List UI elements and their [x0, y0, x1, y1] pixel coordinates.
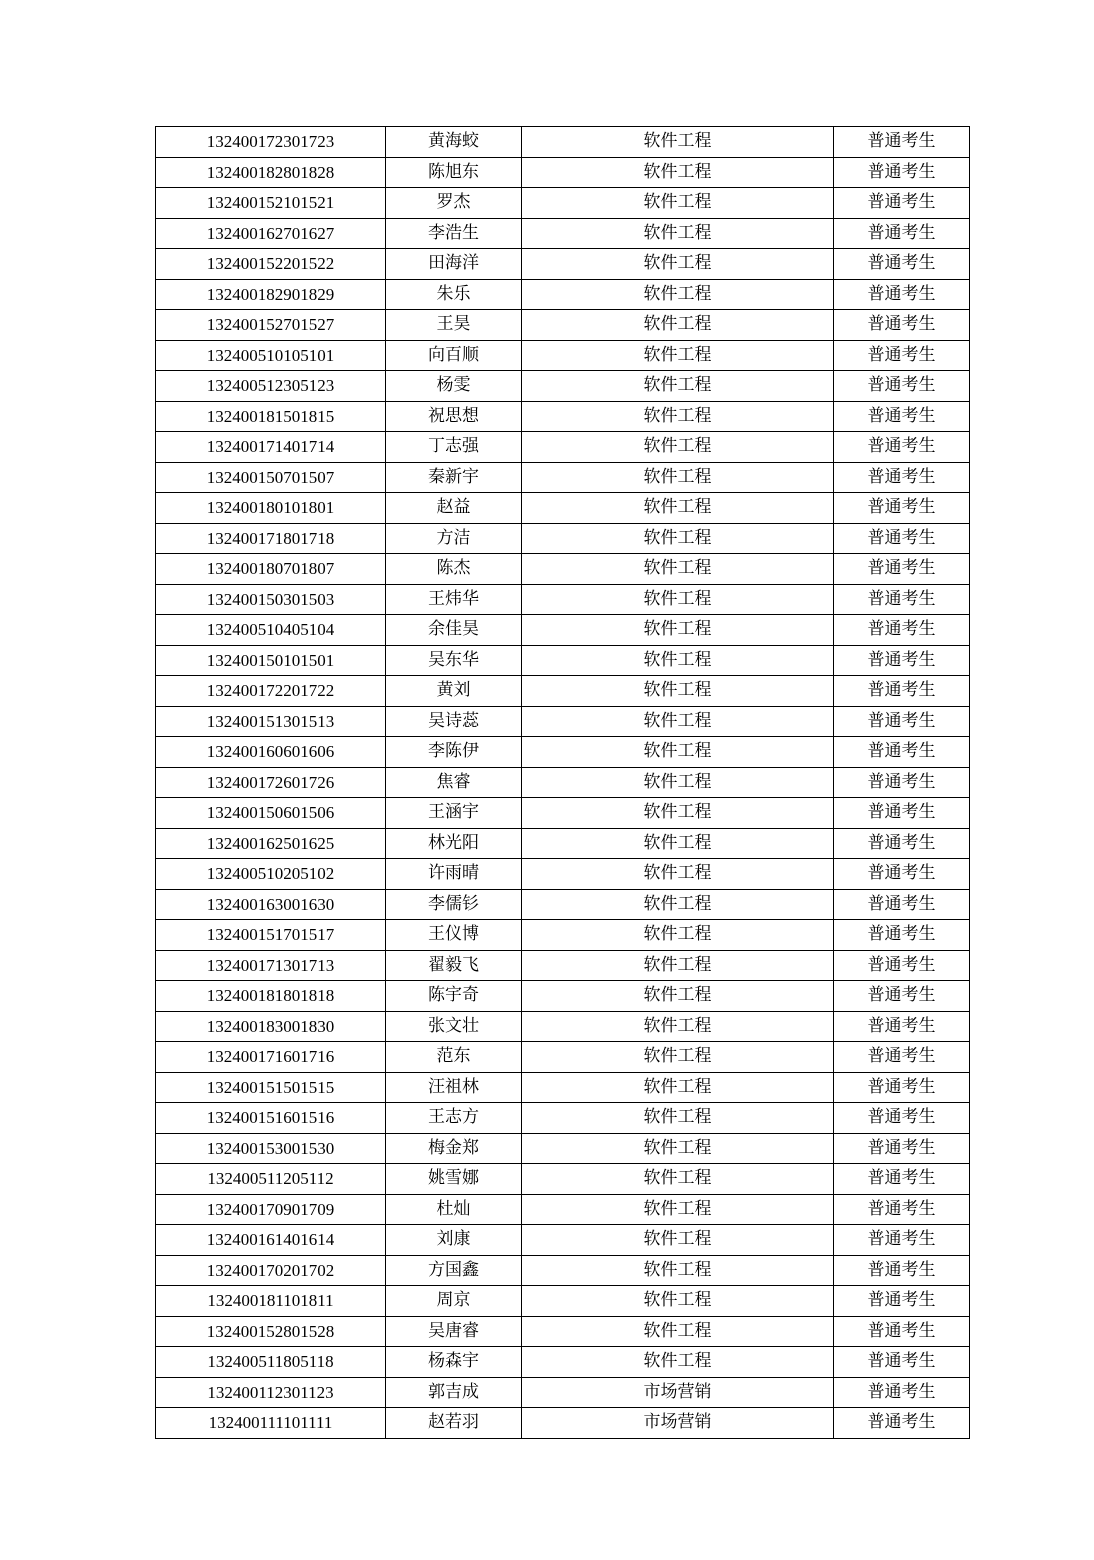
major-cell: 软件工程: [522, 401, 834, 432]
table-row: [156, 127, 970, 158]
table-row: [156, 401, 970, 432]
candidate-id-cell: 132400512305123: [156, 371, 386, 402]
candidate-type-cell: 普通考生: [834, 1133, 970, 1164]
table-row: [156, 1103, 970, 1134]
candidate-name-cell: 王仪博: [386, 920, 522, 951]
candidate-type-cell: 普通考生: [834, 706, 970, 737]
major-cell: 市场营销: [522, 1377, 834, 1408]
table-row: [156, 981, 970, 1012]
candidate-name-cell: 余佳昊: [386, 615, 522, 646]
major-cell: 软件工程: [522, 889, 834, 920]
table-row: [156, 218, 970, 249]
table-row: [156, 859, 970, 890]
major-cell: 软件工程: [522, 493, 834, 524]
candidate-name-cell: 李陈伊: [386, 737, 522, 768]
candidate-name-cell: 翟毅飞: [386, 950, 522, 981]
table-row: [156, 157, 970, 188]
candidate-name-cell: 赵益: [386, 493, 522, 524]
major-cell: 软件工程: [522, 920, 834, 951]
candidate-table-body: [156, 127, 970, 1439]
table-row: [156, 523, 970, 554]
table-row: [156, 1316, 970, 1347]
candidate-type-cell: 普通考生: [834, 279, 970, 310]
table-row: [156, 310, 970, 341]
major-cell: 软件工程: [522, 1103, 834, 1134]
major-cell: 软件工程: [522, 188, 834, 219]
candidate-name-cell: 方国鑫: [386, 1255, 522, 1286]
table-row: [156, 1042, 970, 1073]
candidate-name-cell: 罗杰: [386, 188, 522, 219]
major-cell: 软件工程: [522, 127, 834, 158]
table-row: [156, 279, 970, 310]
candidate-type-cell: 普通考生: [834, 1255, 970, 1286]
table-row: [156, 676, 970, 707]
candidate-name-cell: 向百顺: [386, 340, 522, 371]
candidate-type-cell: 普通考生: [834, 1072, 970, 1103]
table-row: [156, 737, 970, 768]
candidate-name-cell: 黄海蛟: [386, 127, 522, 158]
table-row: [156, 615, 970, 646]
candidate-id-cell: 132400152101521: [156, 188, 386, 219]
candidate-id-cell: 132400150101501: [156, 645, 386, 676]
candidate-id-cell: 132400511805118: [156, 1347, 386, 1378]
major-cell: 软件工程: [522, 767, 834, 798]
table-row: [156, 889, 970, 920]
candidate-type-cell: 普通考生: [834, 920, 970, 951]
candidate-id-cell: 132400172601726: [156, 767, 386, 798]
candidate-type-cell: 普通考生: [834, 1164, 970, 1195]
major-cell: 软件工程: [522, 981, 834, 1012]
candidate-type-cell: 普通考生: [834, 371, 970, 402]
candidate-name-cell: 许雨晴: [386, 859, 522, 890]
candidate-id-cell: 132400181801818: [156, 981, 386, 1012]
major-cell: 软件工程: [522, 676, 834, 707]
candidate-type-cell: 普通考生: [834, 1377, 970, 1408]
table-row: [156, 462, 970, 493]
major-cell: 软件工程: [522, 371, 834, 402]
candidate-id-cell: 132400180701807: [156, 554, 386, 585]
candidate-type-cell: 普通考生: [834, 1042, 970, 1073]
candidate-id-cell: 132400171801718: [156, 523, 386, 554]
candidate-name-cell: 刘康: [386, 1225, 522, 1256]
major-cell: 软件工程: [522, 645, 834, 676]
candidate-type-cell: 普通考生: [834, 310, 970, 341]
table-row: [156, 1377, 970, 1408]
table-row: [156, 706, 970, 737]
table-row: [156, 828, 970, 859]
table-row: [156, 1194, 970, 1225]
major-cell: 软件工程: [522, 798, 834, 829]
candidate-id-cell: 132400182901829: [156, 279, 386, 310]
candidate-type-cell: 普通考生: [834, 981, 970, 1012]
candidate-name-cell: 王涵宇: [386, 798, 522, 829]
candidate-id-cell: 132400172201722: [156, 676, 386, 707]
candidate-type-cell: 普通考生: [834, 523, 970, 554]
table-row: [156, 493, 970, 524]
candidate-id-cell: 132400161401614: [156, 1225, 386, 1256]
candidate-name-cell: 姚雪娜: [386, 1164, 522, 1195]
candidate-type-cell: 普通考生: [834, 1286, 970, 1317]
candidate-id-cell: 132400150301503: [156, 584, 386, 615]
candidate-name-cell: 焦睿: [386, 767, 522, 798]
candidate-name-cell: 陈杰: [386, 554, 522, 585]
candidate-name-cell: 杨雯: [386, 371, 522, 402]
candidate-type-cell: 普通考生: [834, 828, 970, 859]
candidate-type-cell: 普通考生: [834, 462, 970, 493]
candidate-id-cell: 132400170901709: [156, 1194, 386, 1225]
major-cell: 软件工程: [522, 1255, 834, 1286]
candidate-type-cell: 普通考生: [834, 1011, 970, 1042]
major-cell: 软件工程: [522, 706, 834, 737]
major-cell: 软件工程: [522, 340, 834, 371]
major-cell: 软件工程: [522, 523, 834, 554]
table-row: [156, 371, 970, 402]
candidate-id-cell: 132400151701517: [156, 920, 386, 951]
candidate-name-cell: 田海洋: [386, 249, 522, 280]
candidate-name-cell: 朱乐: [386, 279, 522, 310]
table-row: [156, 920, 970, 951]
candidate-id-cell: 132400152801528: [156, 1316, 386, 1347]
major-cell: 市场营销: [522, 1408, 834, 1439]
major-cell: 软件工程: [522, 157, 834, 188]
candidate-name-cell: 李儒钐: [386, 889, 522, 920]
candidate-type-cell: 普通考生: [834, 1194, 970, 1225]
candidate-name-cell: 郭吉成: [386, 1377, 522, 1408]
table-row: [156, 1225, 970, 1256]
candidate-type-cell: 普通考生: [834, 950, 970, 981]
table-row: [156, 767, 970, 798]
table-row: [156, 1408, 970, 1439]
candidate-type-cell: 普通考生: [834, 1316, 970, 1347]
candidate-type-cell: 普通考生: [834, 157, 970, 188]
major-cell: 软件工程: [522, 1286, 834, 1317]
table-row: [156, 340, 970, 371]
major-cell: 软件工程: [522, 279, 834, 310]
table-row: [156, 584, 970, 615]
candidate-type-cell: 普通考生: [834, 127, 970, 158]
candidate-id-cell: 132400510205102: [156, 859, 386, 890]
candidate-type-cell: 普通考生: [834, 432, 970, 463]
table-row: [156, 1347, 970, 1378]
candidate-id-cell: 132400151501515: [156, 1072, 386, 1103]
candidate-type-cell: 普通考生: [834, 615, 970, 646]
candidate-name-cell: 吴东华: [386, 645, 522, 676]
candidate-id-cell: 132400152201522: [156, 249, 386, 280]
candidate-type-cell: 普通考生: [834, 188, 970, 219]
candidate-id-cell: 132400111101111: [156, 1408, 386, 1439]
table-row: [156, 249, 970, 280]
major-cell: 软件工程: [522, 249, 834, 280]
candidate-type-cell: 普通考生: [834, 554, 970, 585]
candidate-name-cell: 赵若羽: [386, 1408, 522, 1439]
major-cell: 软件工程: [522, 584, 834, 615]
major-cell: 软件工程: [522, 1133, 834, 1164]
candidate-name-cell: 丁志强: [386, 432, 522, 463]
major-cell: 软件工程: [522, 828, 834, 859]
major-cell: 软件工程: [522, 310, 834, 341]
candidate-id-cell: 132400150701507: [156, 462, 386, 493]
candidate-type-cell: 普通考生: [834, 401, 970, 432]
table-row: [156, 1286, 970, 1317]
candidate-name-cell: 梅金郑: [386, 1133, 522, 1164]
candidate-type-cell: 普通考生: [834, 1347, 970, 1378]
candidate-type-cell: 普通考生: [834, 889, 970, 920]
table-row: [156, 188, 970, 219]
candidate-type-cell: 普通考生: [834, 798, 970, 829]
candidate-name-cell: 汪祖林: [386, 1072, 522, 1103]
candidate-id-cell: 132400171301713: [156, 950, 386, 981]
table-row: [156, 798, 970, 829]
major-cell: 软件工程: [522, 1316, 834, 1347]
major-cell: 软件工程: [522, 615, 834, 646]
candidate-id-cell: 132400171401714: [156, 432, 386, 463]
candidate-id-cell: 132400171601716: [156, 1042, 386, 1073]
candidate-id-cell: 132400112301123: [156, 1377, 386, 1408]
major-cell: 软件工程: [522, 554, 834, 585]
candidate-type-cell: 普通考生: [834, 1103, 970, 1134]
major-cell: 软件工程: [522, 737, 834, 768]
candidate-id-cell: 132400162501625: [156, 828, 386, 859]
candidate-name-cell: 李浩生: [386, 218, 522, 249]
candidate-name-cell: 祝思想: [386, 401, 522, 432]
candidate-name-cell: 范东: [386, 1042, 522, 1073]
candidate-type-cell: 普通考生: [834, 676, 970, 707]
candidate-name-cell: 陈旭东: [386, 157, 522, 188]
candidate-id-cell: 132400181501815: [156, 401, 386, 432]
candidate-name-cell: 吴诗蕊: [386, 706, 522, 737]
candidate-name-cell: 陈宇奇: [386, 981, 522, 1012]
table-row: [156, 1164, 970, 1195]
major-cell: 软件工程: [522, 462, 834, 493]
candidate-name-cell: 张文壮: [386, 1011, 522, 1042]
major-cell: 软件工程: [522, 1072, 834, 1103]
major-cell: 软件工程: [522, 1347, 834, 1378]
candidate-type-cell: 普通考生: [834, 584, 970, 615]
table-row: [156, 1133, 970, 1164]
table-row: [156, 1072, 970, 1103]
candidate-type-cell: 普通考生: [834, 859, 970, 890]
candidate-type-cell: 普通考生: [834, 645, 970, 676]
table-row: [156, 950, 970, 981]
major-cell: 软件工程: [522, 1011, 834, 1042]
major-cell: 软件工程: [522, 950, 834, 981]
major-cell: 软件工程: [522, 218, 834, 249]
major-cell: 软件工程: [522, 1164, 834, 1195]
candidate-type-cell: 普通考生: [834, 340, 970, 371]
candidate-type-cell: 普通考生: [834, 1225, 970, 1256]
major-cell: 软件工程: [522, 432, 834, 463]
candidate-name-cell: 周京: [386, 1286, 522, 1317]
table-row: [156, 1011, 970, 1042]
candidate-id-cell: 132400180101801: [156, 493, 386, 524]
candidate-id-cell: 132400152701527: [156, 310, 386, 341]
major-cell: 软件工程: [522, 1194, 834, 1225]
candidate-id-cell: 132400160601606: [156, 737, 386, 768]
candidate-table: [155, 126, 970, 1439]
candidate-id-cell: 132400181101811: [156, 1286, 386, 1317]
candidate-type-cell: 普通考生: [834, 493, 970, 524]
table-row: [156, 554, 970, 585]
candidate-id-cell: 132400150601506: [156, 798, 386, 829]
candidate-name-cell: 吴唐睿: [386, 1316, 522, 1347]
candidate-name-cell: 黄刘: [386, 676, 522, 707]
candidate-id-cell: 132400163001630: [156, 889, 386, 920]
candidate-type-cell: 普通考生: [834, 767, 970, 798]
major-cell: 软件工程: [522, 1225, 834, 1256]
candidate-id-cell: 132400151301513: [156, 706, 386, 737]
major-cell: 软件工程: [522, 859, 834, 890]
candidate-name-cell: 林光阳: [386, 828, 522, 859]
candidate-id-cell: 132400511205112: [156, 1164, 386, 1195]
candidate-type-cell: 普通考生: [834, 249, 970, 280]
candidate-id-cell: 132400151601516: [156, 1103, 386, 1134]
table-row: [156, 1255, 970, 1286]
candidate-id-cell: 132400170201702: [156, 1255, 386, 1286]
candidate-name-cell: 王炜华: [386, 584, 522, 615]
candidate-type-cell: 普通考生: [834, 737, 970, 768]
candidate-id-cell: 132400510105101: [156, 340, 386, 371]
candidate-name-cell: 方洁: [386, 523, 522, 554]
candidate-name-cell: 杜灿: [386, 1194, 522, 1225]
major-cell: 软件工程: [522, 1042, 834, 1073]
candidate-name-cell: 秦新宇: [386, 462, 522, 493]
candidate-type-cell: 普通考生: [834, 218, 970, 249]
candidate-id-cell: 132400153001530: [156, 1133, 386, 1164]
candidate-id-cell: 132400183001830: [156, 1011, 386, 1042]
candidate-name-cell: 王昊: [386, 310, 522, 341]
candidate-id-cell: 132400162701627: [156, 218, 386, 249]
candidate-id-cell: 132400510405104: [156, 615, 386, 646]
candidate-name-cell: 杨森宇: [386, 1347, 522, 1378]
candidate-id-cell: 132400172301723: [156, 127, 386, 158]
candidate-id-cell: 132400182801828: [156, 157, 386, 188]
candidate-name-cell: 王志方: [386, 1103, 522, 1134]
table-row: [156, 645, 970, 676]
candidate-type-cell: 普通考生: [834, 1408, 970, 1439]
table-row: [156, 432, 970, 463]
